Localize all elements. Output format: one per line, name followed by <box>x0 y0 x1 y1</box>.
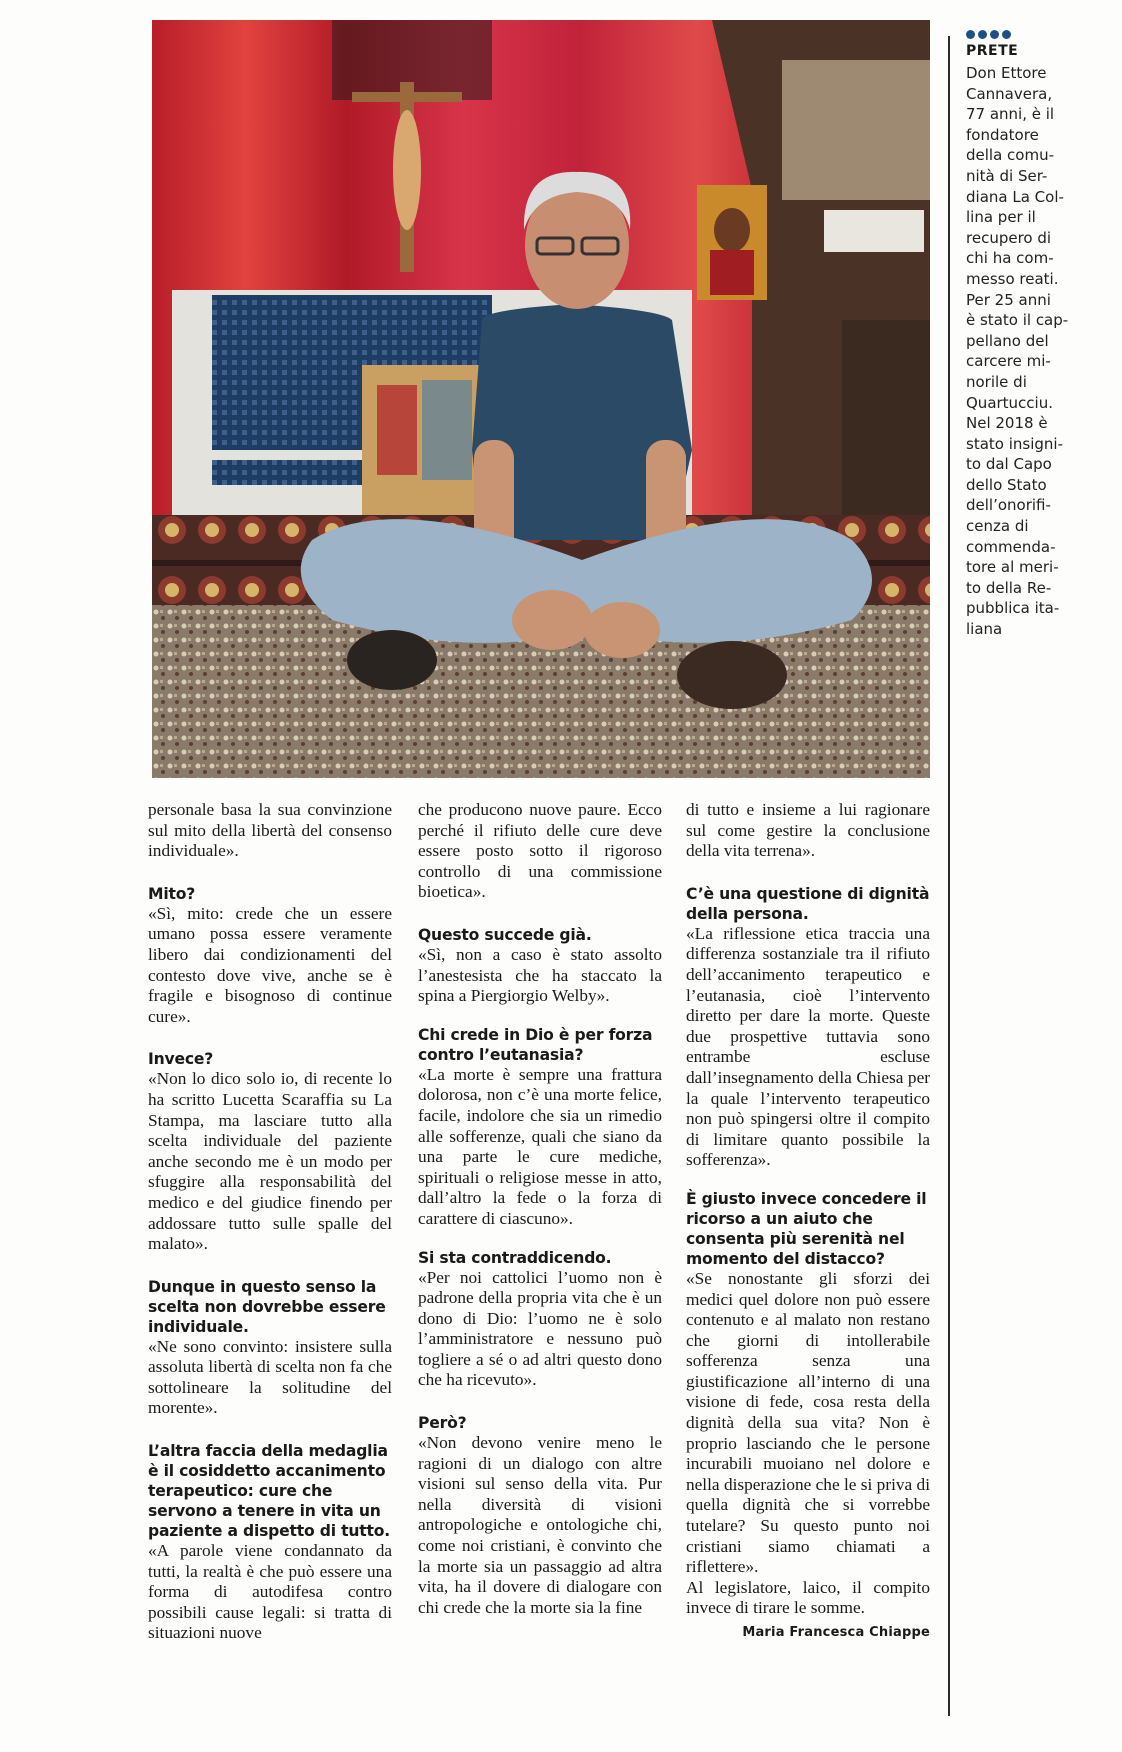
photo-caption <box>966 30 1076 640</box>
question: C’è una questione di dignità della persona. <box>686 884 930 923</box>
paragraph: personale basa la sua convinzione sul mito della libertà del consenso individuale». <box>148 800 392 861</box>
question: È giusto invece concedere il ricorso a un aiuto che consenta più serenità nel momento del distacco? <box>686 1189 927 1268</box>
question: Si sta contraddicendo. <box>418 1248 612 1267</box>
question: Invece? <box>148 1050 214 1069</box>
answer: «La riflessione etica traccia una differenza sostanziale tra il rifiuto dell’accanimento terapeutico e l’eutanasia, cioè l’intervento diretto per dare la morte. Queste due prospettive tuttavia sono entrambe escluse dall’insegnamento della Chiesa per la quale l’intervento terapeutico non può spingersi oltre il compito di limitare quanto possibile la sofferenza». <box>686 923 930 1170</box>
answer: «A parole viene condannato da tutti, la realtà è che può essere una forma di autodifesa contro possibili cause legali: si tratta di situazioni nuove <box>148 1541 392 1643</box>
closing-paragraph: Al legislatore, laico, il compito invece di tirare le somme. <box>686 1577 930 1618</box>
answer: «Sì, mito: crede che un essere umano possa essere veramente libero dai condizionamenti del contesto dove vive, anche se è fragile e bisognoso di continue cure». <box>148 903 392 1026</box>
paragraph: che producono nuove paure. Ecco perché il rifiuto delle cure deve essere posto sotto il rigoroso controllo di una commissione bioetica». <box>418 800 662 902</box>
article-column-3 <box>686 800 930 1640</box>
paragraph: di tutto e insieme a lui ragionare sul come gestire la conclusione della vita terrena». <box>686 800 930 861</box>
question: Chi crede in Dio è per forza contro l’eutanasia? <box>418 1025 653 1064</box>
question: Mito? <box>148 884 196 903</box>
caption-kicker: PRETE <box>966 43 1019 59</box>
question: Dunque in questo senso la scelta non dovrebbe essere individuale. <box>148 1277 386 1336</box>
answer: «Se nonostante gli sforzi dei medici quel dolore non può essere contenuto e al malato non restano che giorni di intollerabile sofferenza senza una giustificazione all’interno di una visione di fede, cosa resta della dignità della sua vita? Non è proprio lasciando che le persone incurabili muoiano nel dolore e nella disperazione che le si priva di quella dignità che si vorrebbe tutelare? Su questo punto noi cristiani siamo chiamati a riflettere». <box>686 1268 930 1577</box>
column-rule <box>948 36 950 1716</box>
article-column-1 <box>148 800 392 1644</box>
answer: «Per noi cattolici l’uomo non è padrone della propria vita che è un dono di Dio: l’uomo ne è solo l’amministratore e nessuno può togliere a sé o ad altri questo dono che ha ricevuto». <box>418 1267 662 1390</box>
photo-priest-sitting-in-chapel <box>152 20 930 778</box>
article-photo <box>152 20 930 778</box>
article-column-2 <box>418 800 662 1618</box>
decorative-dots-icon <box>966 30 1076 39</box>
answer: «La morte è sempre una frattura dolorosa, non c’è una morte felice, facile, indolore che sia un rimedio alle sofferenze, quali che siano da una parte le cure mediche, spirituali o religiose messe in atto, dall’altro la fede o la forza di carattere di ciascuno». <box>418 1064 662 1228</box>
question: Questo succede già. <box>418 925 592 944</box>
caption-text: Don Ettore Cannavera, 77 anni, è il fondatore della comu- nità di Ser- diana La Col- lina per il recupero di chi ha com- messo reati. Per 25 anni è stato il cap- pellano del carcere mi- norile di Quartucciu. Nel 2018 è stato insigni- to dal Capo dello Stato dell’onorifi- cenza di commenda- tore al meri- to della Re- pubblica ita- liana <box>966 64 1069 639</box>
answer: «Sì, non a caso è stato assolto l’anestesista che ha staccato la spina a Piergiorgio Welby». <box>418 944 662 1006</box>
answer: «Non lo dico solo io, di recente lo ha scritto Lucetta Scaraffia su La Stampa, ma lasciare tutto alla scelta individuale del paziente anche secondo me è un modo per sfuggire alla responsabilità del medico e del giudice finendo per addossare tutto sulle spalle del malato». <box>148 1069 392 1254</box>
question: L’altra faccia della medaglia è il cosiddetto accanimento terapeutico: cure che servono a tenere in vita un paziente a dispetto di tutto. <box>148 1442 391 1541</box>
question: Però? <box>418 1414 467 1433</box>
answer: «Ne sono convinto: insistere sulla assoluta libertà di scelta non fa che sottolineare la solitudine del morente». <box>148 1336 392 1418</box>
author-byline: Maria Francesca Chiappe <box>742 1625 930 1640</box>
answer: «Non devono venire meno le ragioni di un dialogo con altre visioni sul senso della vita. Pur nella diversità di visioni antropologiche e ontologiche chi, come noi cristiani, è convinto che la morte sia un passaggio ad altra vita, ha il dovere di dialogare con chi crede che la morte sia la fine <box>418 1433 662 1617</box>
